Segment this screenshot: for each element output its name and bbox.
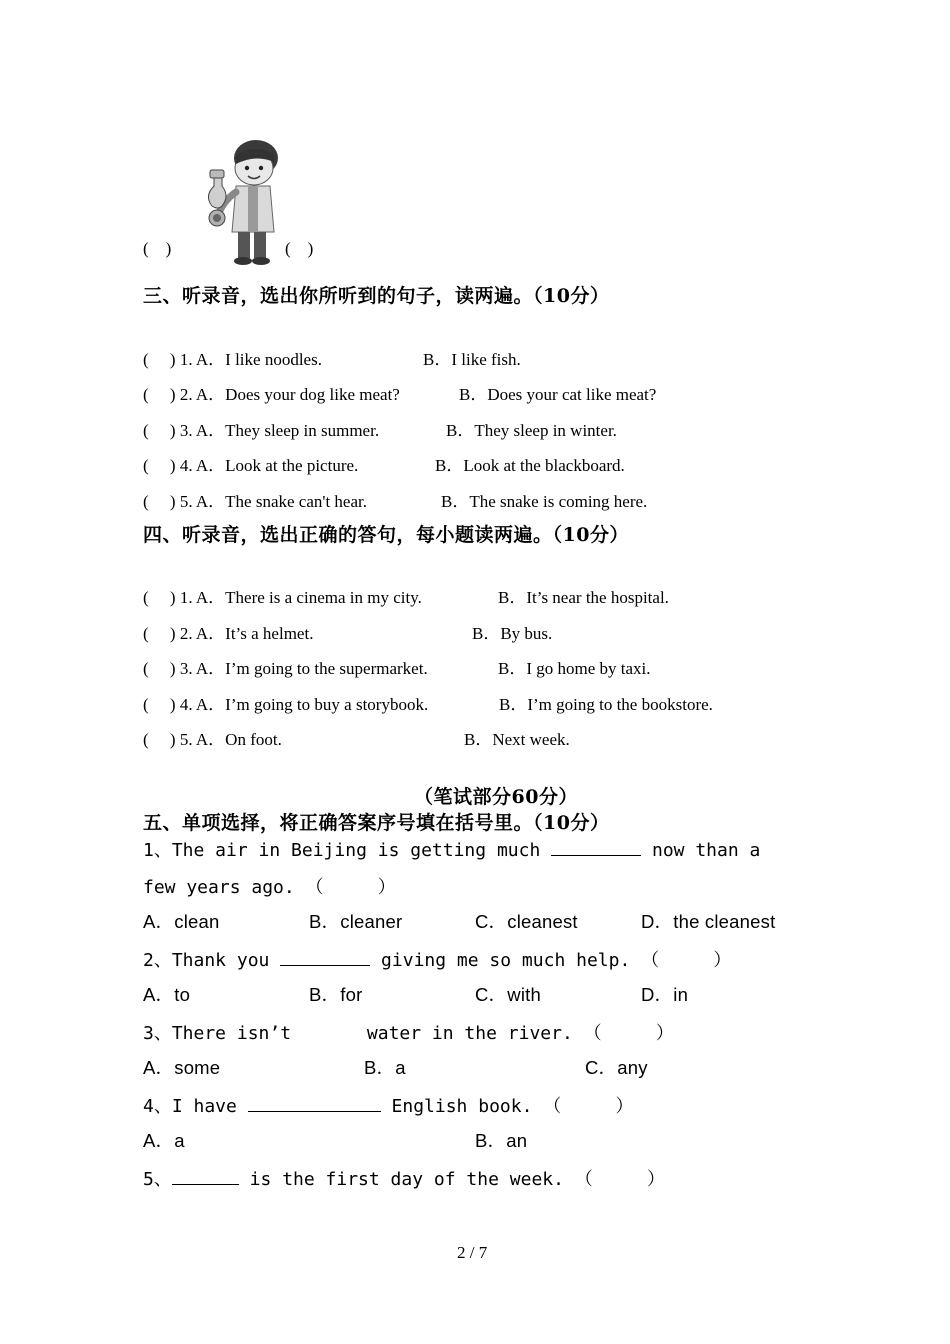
s4-item4-a: ( ) 4. A．I’m going to buy a storybook. (143, 695, 429, 714)
s4-item3-a: ( ) 3. A．I’m going to the supermarket. (143, 659, 428, 678)
s3-item5-b: B．The snake is coming here. (441, 492, 648, 511)
q2-line (143, 946, 731, 972)
q3-option-c: C．any (585, 1057, 648, 1078)
boy-illustration (192, 118, 282, 250)
s4-item3-b: B．I go home by taxi. (498, 659, 651, 678)
s3-item4-a: ( ) 4. A．Look at the picture. (143, 456, 359, 475)
boy-figure-icon (200, 136, 290, 268)
s3-item4-b: B．Look at the blackboard. (435, 456, 625, 475)
q1-text-pre: 1、The air in Beijing is getting much (143, 840, 552, 861)
s3-item3-b: B．They sleep in winter. (446, 421, 617, 440)
s4-item5-a: ( ) 5. A．On foot. (143, 730, 282, 749)
q4-line (143, 1092, 633, 1118)
q5-text-post: is the first day of the week. （ ） (238, 1169, 665, 1190)
q1-option-a: A．clean (143, 911, 220, 932)
s3-item1-a: ( ) 1. A．I like noodles. (143, 350, 322, 369)
s3-item1-b: B．I like fish. (423, 350, 521, 369)
s4-item2-a: ( ) 2. A．It’s a helmet. (143, 624, 314, 643)
q4-blank[interactable] (248, 1095, 381, 1112)
q2-blank[interactable] (280, 949, 370, 966)
q2-option-c: C．with (475, 984, 541, 1005)
q1-option-d: D．the cleanest (641, 911, 776, 932)
picture-answer-paren-left: ( ) (143, 239, 172, 258)
s4-item2-b: B．By bus. (472, 624, 553, 643)
q5-text-pre: 5、 (143, 1169, 172, 1190)
s4-item5-b: B．Next week. (464, 730, 570, 749)
written-part-title: （笔试部分60分） (414, 786, 578, 808)
q5-blank[interactable] (172, 1168, 239, 1185)
q1-option-b: B．cleaner (309, 911, 403, 932)
q4-option-a: A．a (143, 1130, 185, 1151)
page-number: 2 / 7 (457, 1243, 488, 1262)
q1-option-c: C．cleanest (475, 911, 578, 932)
s4-item1-b: B．It’s near the hospital. (498, 588, 669, 607)
q3-option-a: A．some (143, 1057, 221, 1078)
q4-text-pre: 4、I have (143, 1096, 248, 1117)
s3-item2-a: ( ) 2. A．Does your dog like meat? (143, 385, 400, 404)
q1-line1 (143, 836, 760, 862)
s3-item5-a: ( ) 5. A．The snake can't hear. (143, 492, 367, 511)
s4-item1-a: ( ) 1. A．There is a cinema in my city. (143, 588, 422, 607)
picture-answer-paren-right: ( ) (285, 239, 314, 258)
section5-title: 五、单项选择，将正确答案序号填在括号里。（10分） (143, 812, 610, 834)
q1-text-post: now than a (641, 840, 761, 861)
q2-option-d: D．in (641, 984, 689, 1005)
section3-title: 三、听录音，选出你所听到的句子，读两遍。（10分） (143, 285, 610, 307)
q2-option-b: B．for (309, 984, 363, 1005)
q2-text-post: giving me so much help. （ ） (370, 950, 732, 971)
s4-item4-b: B．I’m going to the bookstore. (499, 695, 713, 714)
q2-text-pre: 2、Thank you (143, 950, 281, 971)
q1-blank[interactable] (551, 839, 641, 856)
q2-option-a: A．to (143, 984, 191, 1005)
s3-item2-b: B．Does your cat like meat? (459, 385, 657, 404)
q4-text-post: English book. （ ） (380, 1096, 634, 1117)
s3-item3-a: ( ) 3. A．They sleep in summer. (143, 421, 380, 440)
section4-title: 四、听录音，选出正确的答句，每小题读两遍。（10分） (143, 524, 629, 546)
q5-line (143, 1165, 665, 1191)
q4-option-b: B．an (475, 1130, 528, 1151)
q3-option-b: B．a (364, 1057, 406, 1078)
q3-line: 3、There isn’t water in the river. （ ） (143, 1023, 674, 1044)
q1-line2: few years ago. （ ） (143, 877, 396, 898)
